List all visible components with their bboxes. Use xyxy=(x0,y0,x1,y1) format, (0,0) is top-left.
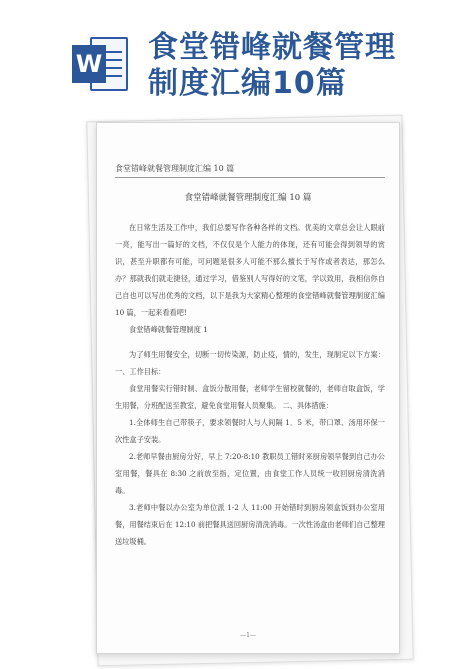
document-title: 食堂错峰就餐管理制度汇编 10 篇 xyxy=(184,193,312,203)
document-line xyxy=(104,75,122,77)
document-body xyxy=(115,219,385,550)
document-page xyxy=(96,122,400,654)
paragraph-gap xyxy=(115,338,385,346)
paragraph: 2.老师早餐由厨房分好，早上 7:20-8:10 教职员工错时来厨房领早餐到自己办公室用餐，餐具在 8:30 之前放至指，定位置，由食堂工作人员统一收回厨房清洗消毒。 xyxy=(115,452,385,495)
running-header: 食堂错峰就餐管理制度汇编 10 篇 xyxy=(115,163,385,178)
paragraph: 为了师生用餐安全，切断一切传染源，防止疫，情的，发生，现制定以下方案： 一、工作目标： xyxy=(115,350,385,376)
banner-title-line-2: 制度汇编10篇 xyxy=(148,66,347,101)
document-line xyxy=(104,67,122,69)
paragraph: 3.老师中餐以办公室为单位派 1-2 人 11:00 开始错时到厨房领盒饭到办公室用餐，用餐结束后在 12:10 前把餐具送回厨房清洗消毒。一次性汤盒由老师们自己整理送垃圾桶。 xyxy=(115,503,385,546)
document-line xyxy=(104,51,122,53)
word-logo-letter: W xyxy=(72,45,106,83)
paragraph-intro: 在日常生活及工作中，我们总要写作各种各样的文档。优美的文章总会让人眼前一亮，能写出一篇好的文档，不仅仅是个人能力的体现，还有可能会得到领导的赏识，甚至升职都有可能，可问题是很多人可能不那么擅长于写作或者表达，那怎么办？那就我们就走捷径，通过学习，借鉴别人写得好的文笔，学以致用，我相信你自己自也可以写出优秀的文档，以下是我为大家精心整理的食堂错峰就餐管理制度汇编 10 篇，一起来看看吧! xyxy=(115,223,385,317)
paragraph: 食堂用餐实行错时制、盒饭分散用餐，老师学生留校就餐的，老师自取盒饭，学生用餐，分班配送至教室，避免食堂用餐人员聚集。 二、具体措施： xyxy=(115,384,385,410)
document-line xyxy=(104,59,122,61)
page-number: —1— xyxy=(240,632,256,639)
section-heading: 食堂错峰就餐管理制度 1 xyxy=(129,325,208,334)
banner-title-line-1: 食堂错峰就餐管理 xyxy=(148,30,396,65)
paragraph: 1.全体师生自己带筷子，要求领餐时人与人间隔 1．5 米，带口罩、汤用环保一次性盒子安装。 xyxy=(115,418,385,444)
banner-title xyxy=(148,30,396,102)
word-document-icon xyxy=(72,35,130,93)
